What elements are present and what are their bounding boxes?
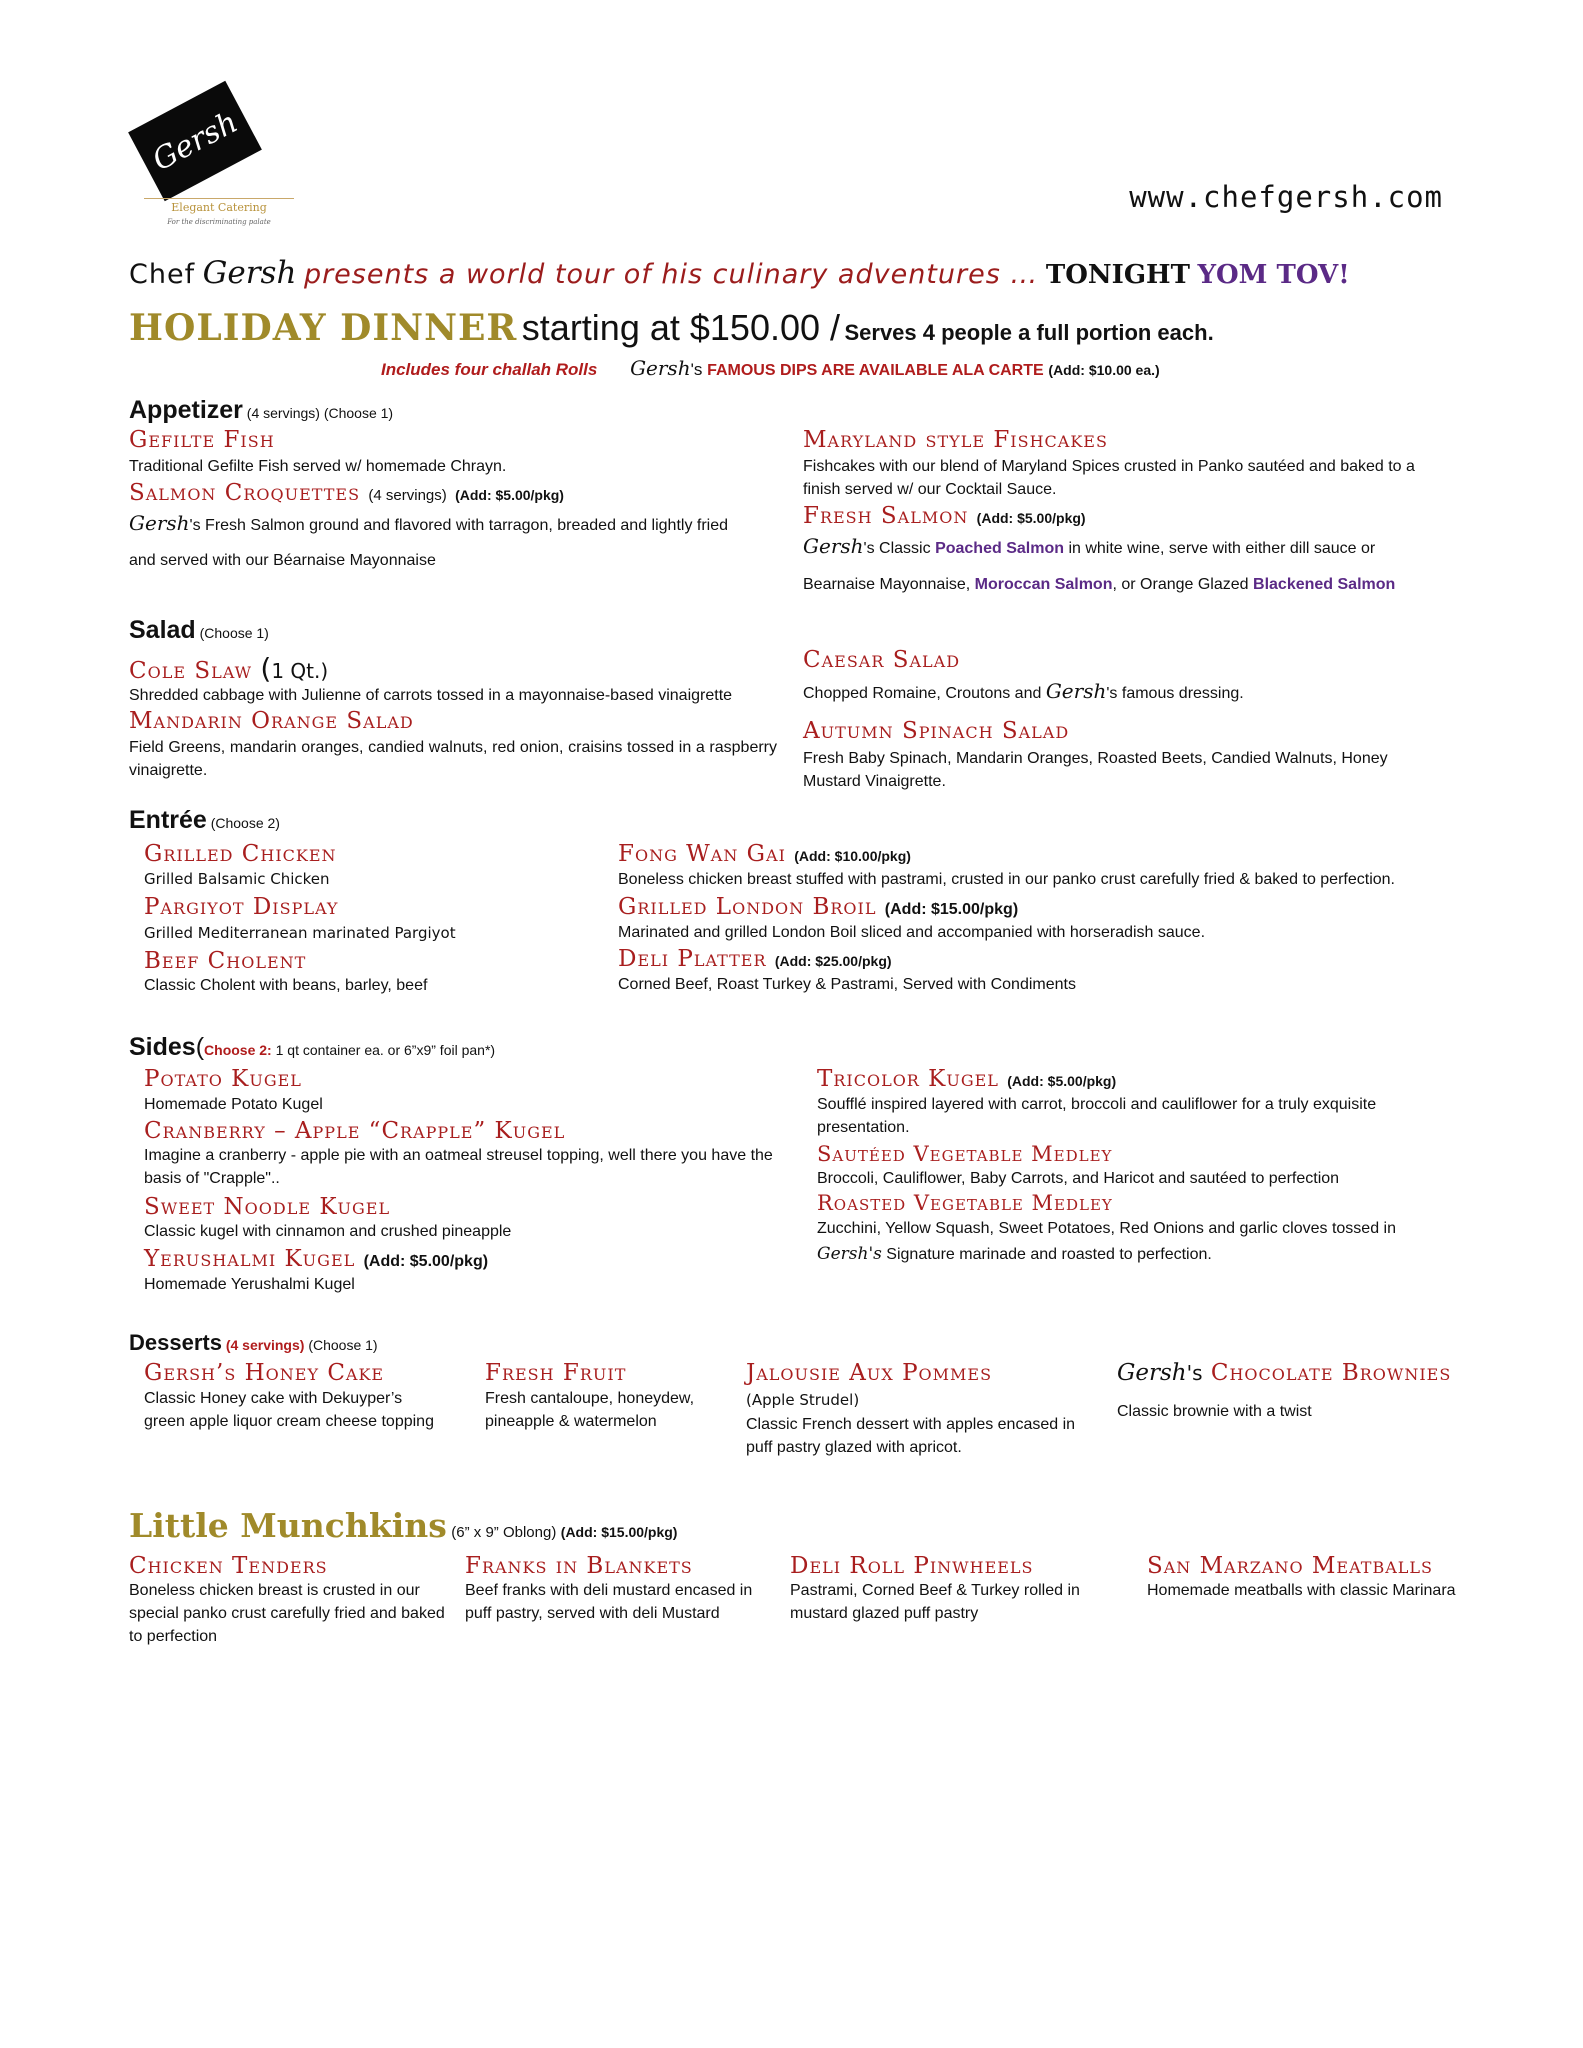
item-honey: Gersh’s Honey Cake <box>144 1360 385 1386</box>
logo-tagline: For the discriminating palate <box>167 218 271 226</box>
desc-chicken: Grilled Balsamic Chicken <box>144 870 330 888</box>
subhead <box>381 356 1160 380</box>
item-sauteed: Sautéed Vegetable Medley <box>817 1142 1113 1166</box>
headline-title: HOLIDAY DINNER <box>129 307 518 349</box>
desc-pargiyot: Grilled Mediterranean marinated Pargiyot <box>144 924 456 942</box>
item-potato: Potato Kugel <box>144 1066 302 1092</box>
desc-fruit: Fresh cantaloupe, honeydew, pineapple & watermelon <box>485 1390 695 1430</box>
croquettes-servings: (4 servings) <box>368 487 447 504</box>
desc-honey: Classic Honey cake with Dekuyper’s green apple liquor cream cheese topping <box>144 1390 434 1430</box>
item-jalousie: Jalousie Aux Pommes <box>746 1360 993 1386</box>
subhead-add: (Add: $10.00 ea.) <box>1048 362 1160 378</box>
item-gefilte: Gefilte Fish <box>129 427 275 453</box>
item-spinach: Autumn Spinach Salad <box>803 718 1070 744</box>
caesar-gersh: Gersh <box>1045 679 1107 703</box>
sides-title: Sides <box>129 1033 196 1061</box>
item-noodle: Sweet Noodle Kugel <box>144 1194 391 1220</box>
croquettes-gersh: Gersh <box>129 511 190 535</box>
london-name: Grilled London Broil <box>618 894 877 920</box>
logo-subtitle-name: Elegant Catering <box>144 198 294 214</box>
desc-tenders: Boneless chicken breast is crusted in our special panko crust carefully fried and baked to perfection <box>129 1582 445 1645</box>
salad-note: (Choose 1) <box>199 625 269 641</box>
desc-london: Marinated and grilled London Boil sliced and accompanied with horseradish sauce. <box>618 924 1206 941</box>
item-tricolor <box>817 1068 1116 1091</box>
roasted-gersh: Gersh's <box>817 1244 882 1264</box>
item-crapple: Cranberry – Apple “Crapple” Kugel <box>144 1118 566 1144</box>
desserts-heading <box>129 1330 378 1356</box>
tagline <box>129 255 1350 291</box>
desc-fongwan: Boneless chicken breast stuffed with pastrami, crusted in our panko crust carefully fried & baked to perfection. <box>618 871 1395 888</box>
brownies-gersh: Gersh <box>1117 1360 1187 1386</box>
desc-spinach: Fresh Baby Spinach, Mandarin Oranges, Roasted Beets, Candied Walnuts, Honey Mustard Vinaigrette. <box>803 750 1388 790</box>
salmon-gersh: Gersh <box>803 534 864 558</box>
desc-meatballs: Homemade meatballs with classic Marinara <box>1147 1582 1456 1599</box>
coleslaw-paren: ( <box>260 652 272 685</box>
desc-brownies: Classic brownie with a twist <box>1117 1403 1312 1420</box>
item-yerushalmi <box>144 1248 488 1271</box>
munchkins-heading <box>129 1506 677 1545</box>
desc-pinwheels: Pastrami, Corned Beef & Turkey rolled in mustard glazed puff pastry <box>790 1582 1080 1622</box>
desc-mandarin: Field Greens, mandarin oranges, candied walnuts, red onion, craisins tossed in a raspberry vinaigrette. <box>129 739 777 779</box>
munchkins-add: (Add: $15.00/pkg) <box>560 1524 678 1540</box>
salmon-blackened: Blackened Salmon <box>1253 576 1396 593</box>
desserts-servings: (4 servings) <box>225 1337 305 1353</box>
desc-jalousie: Classic French dessert with apples encased in puff pastry glazed with apricot. <box>746 1416 1076 1456</box>
headline-serves: Serves 4 people a full portion each. <box>844 320 1214 345</box>
desc-jalousie-sub: (Apple Strudel) <box>746 1391 860 1409</box>
item-meatballs: San Marzano Meatballs <box>1147 1553 1433 1579</box>
desc-yerushalmi: Homemade Yerushalmi Kugel <box>144 1276 355 1293</box>
subhead-s: 's <box>690 360 703 379</box>
entree-title: Entrée <box>129 806 207 834</box>
subhead-rolls: Includes four challah Rolls <box>381 360 598 379</box>
desc-noodle: Classic kugel with cinnamon and crushed pineapple <box>144 1223 512 1240</box>
item-deli <box>618 948 892 971</box>
salmon-d2: in white wine, serve with either dill sauce or <box>1068 540 1376 557</box>
salad-heading <box>129 616 269 645</box>
appetizer-heading <box>129 396 393 425</box>
desc-deli: Corned Beef, Roast Turkey & Pastrami, Served with Condiments <box>618 976 1076 993</box>
roasted-d2: Signature marinade and roasted to perfection. <box>886 1246 1212 1263</box>
desc-croquettes <box>129 512 789 537</box>
yerushalmi-add: (Add: $5.00/pkg) <box>363 1253 489 1270</box>
item-fishcakes: Maryland style Fishcakes <box>803 427 1108 453</box>
item-roasted: Roasted Vegetable Medley <box>817 1191 1113 1215</box>
desc-coleslaw: Shredded cabbage with Julienne of carrots tossed in a mayonnaise-based vinaigrette <box>129 687 733 704</box>
fongwan-name: Fong Wan Gai <box>618 841 786 867</box>
tricolor-name: Tricolor Kugel <box>817 1066 999 1092</box>
sides-choose: Choose 2: <box>204 1042 272 1058</box>
caesar-d2: famous dressing. <box>1121 685 1244 702</box>
item-coleslaw <box>129 652 329 685</box>
tagline-text: presents a world tour of his culinary adventures … <box>303 259 1039 290</box>
logo-subtitle <box>144 198 294 226</box>
desserts-title: Desserts <box>129 1330 222 1355</box>
sides-note: 1 qt container ea. or 6”x9” foil pan*) <box>275 1042 496 1058</box>
croquettes-desc: Fresh Salmon ground and flavored with tarragon, breaded and lightly fried <box>205 517 729 534</box>
deli-add: (Add: $25.00/pkg) <box>774 953 892 969</box>
item-salmon <box>803 505 1086 528</box>
desc-potato: Homemade Potato Kugel <box>144 1096 323 1113</box>
subhead-dips: FAMOUS DIPS ARE AVAILABLE ALA CARTE <box>707 362 1044 379</box>
desc-tricolor: Soufflé inspired layered with carrot, broccoli and cauliflower for a truly exquisite presentation. <box>817 1096 1377 1136</box>
item-london <box>618 896 1018 919</box>
sides-heading <box>129 1033 495 1062</box>
desc-cholent: Classic Cholent with beans, barley, beef <box>144 977 428 994</box>
subhead-gersh: Gersh <box>630 356 691 380</box>
deli-name: Deli Platter <box>618 946 767 972</box>
salmon-poached: Poached Salmon <box>935 540 1064 557</box>
croquettes-name: Salmon Croquettes <box>129 480 361 506</box>
salmon-d3: Bearnaise Mayonnaise, <box>803 576 971 593</box>
item-caesar: Caesar Salad <box>803 647 961 673</box>
caesar-s: 's <box>1106 685 1118 702</box>
coleslaw-name: Cole Slaw <box>129 658 253 684</box>
website-link[interactable]: www.chefgersh.com <box>1129 180 1443 214</box>
item-tenders: Chicken Tenders <box>129 1553 328 1579</box>
item-croquettes <box>129 482 564 505</box>
logo-text: Gersh <box>146 104 244 178</box>
tagline-yomtov: YOM TOV! <box>1197 260 1350 290</box>
entree-heading <box>129 806 280 835</box>
item-pinwheels: Deli Roll Pinwheels <box>790 1553 1034 1579</box>
salmon-d4: , or Orange Glazed <box>1112 576 1249 593</box>
salmon-name: Fresh Salmon <box>803 503 969 529</box>
desc-franks: Beef franks with deli mustard encased in puff pastry, served with deli Mustard <box>465 1582 753 1622</box>
desc-fishcakes: Fishcakes with our blend of Maryland Spices crusted in Panko sautéed and baked to a finish served w/ our Cocktail Sauce. <box>803 458 1415 498</box>
desserts-note: (Choose 1) <box>308 1337 378 1353</box>
croquettes-s: 's <box>189 517 201 534</box>
munchkins-title: Little Munchkins <box>129 1506 447 1545</box>
item-fruit: Fresh Fruit <box>485 1360 627 1386</box>
brownies-name: Chocolate Brownies <box>1210 1360 1452 1386</box>
london-add: (Add: $15.00/pkg) <box>884 901 1019 918</box>
headline <box>129 307 1214 349</box>
desc-gefilte: Traditional Gefilte Fish served w/ homemade Chrayn. <box>129 458 507 475</box>
salmon-add: (Add: $5.00/pkg) <box>976 510 1086 526</box>
entree-note: (Choose 2) <box>210 815 280 831</box>
tagline-chef: Chef <box>129 259 196 290</box>
desc-caesar <box>803 680 1244 705</box>
item-chicken: Grilled Chicken <box>144 841 337 867</box>
caesar-d1: Chopped Romaine, Croutons and <box>803 685 1042 702</box>
salmon-d1: Classic <box>879 540 931 557</box>
appetizer-note: (4 servings) (Choose 1) <box>246 405 394 421</box>
tricolor-add: (Add: $5.00/pkg) <box>1007 1073 1117 1089</box>
tagline-tonight: TONIGHT <box>1045 260 1190 290</box>
item-mandarin: Mandarin Orange Salad <box>129 708 414 734</box>
desc-crapple: Imagine a cranberry - apple pie with an oatmeal streusel topping, well there you have the basis of "Crapple".. <box>144 1147 773 1187</box>
fongwan-add: (Add: $10.00/pkg) <box>794 848 911 864</box>
desc-sauteed: Broccoli, Cauliflower, Baby Carrots, and Haricot and sautéed to perfection <box>817 1170 1340 1187</box>
salmon-s: 's <box>863 540 875 557</box>
desc-salmon-2 <box>803 573 1395 596</box>
brownies-s: 's <box>1186 1361 1203 1385</box>
item-pargiyot: Pargiyot Display <box>144 894 339 920</box>
item-cholent: Beef Cholent <box>144 948 307 974</box>
item-fongwan <box>618 843 911 866</box>
sides-paren: ( <box>195 1033 205 1061</box>
desc-roasted-2 <box>817 1243 1212 1266</box>
desc-roasted: Zucchini, Yellow Squash, Sweet Potatoes, Red Onions and garlic cloves tossed in <box>817 1220 1396 1237</box>
munchkins-note: (6” x 9” Oblong) <box>451 1524 557 1541</box>
item-brownies <box>1117 1362 1451 1385</box>
item-franks: Franks in Blankets <box>465 1553 693 1579</box>
gersh-logo <box>128 81 262 202</box>
appetizer-title: Appetizer <box>129 396 243 424</box>
desc-salmon <box>803 535 1463 560</box>
salmon-moroccan: Moroccan Salmon <box>974 576 1113 593</box>
yerushalmi-name: Yerushalmi Kugel <box>144 1246 356 1272</box>
croquettes-add: (Add: $5.00/pkg) <box>455 487 564 503</box>
headline-price: starting at $150.00 / <box>521 307 841 348</box>
tagline-gersh: Gersh <box>202 255 297 291</box>
salad-title: Salad <box>129 616 196 644</box>
desc-croquettes-2: and served with our Béarnaise Mayonnaise <box>129 552 436 569</box>
coleslaw-qt: 1 Qt.) <box>271 659 329 683</box>
